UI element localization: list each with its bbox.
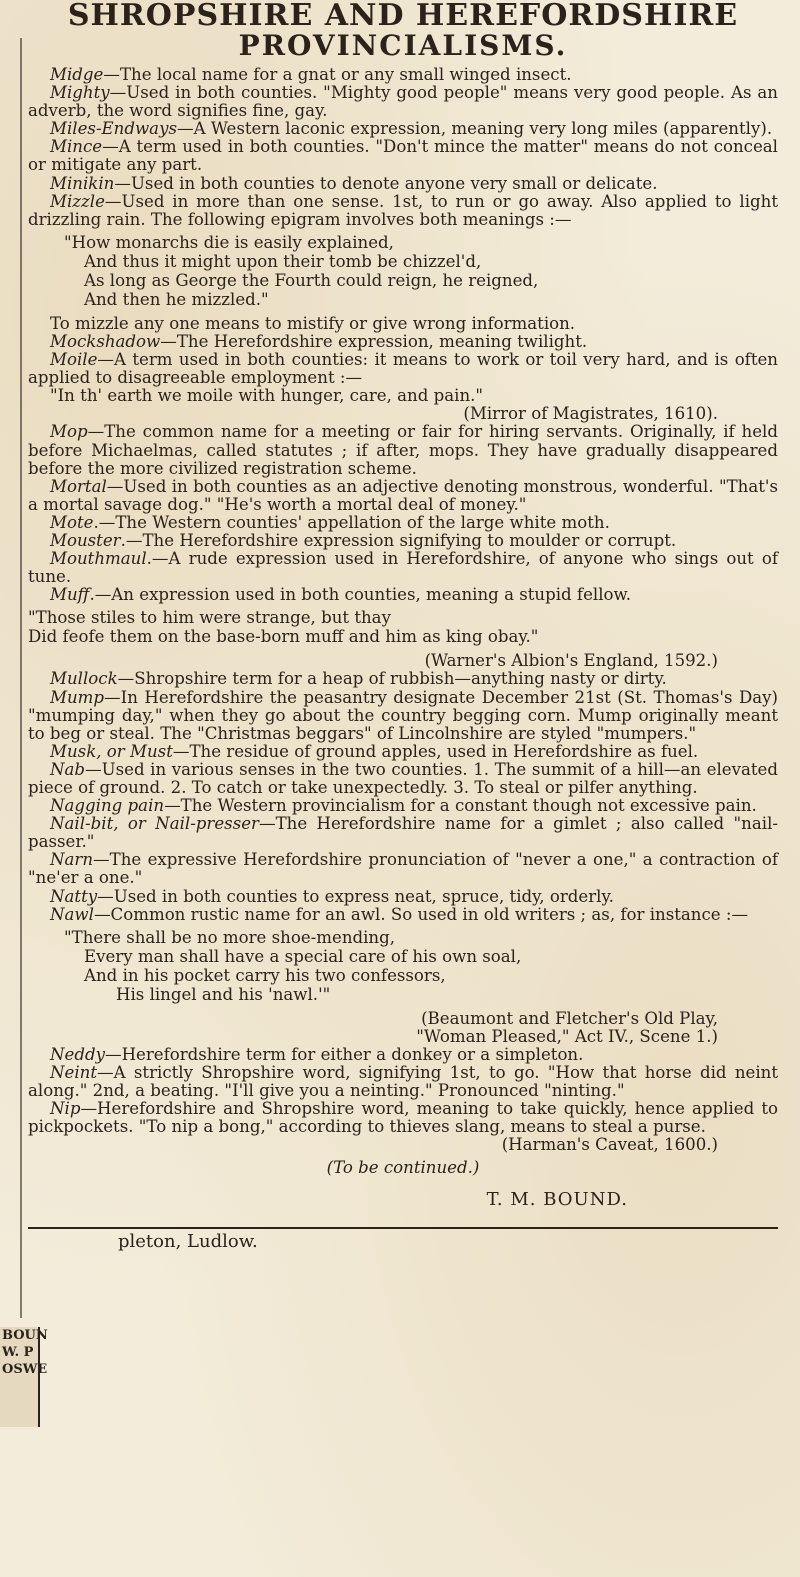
- glossary-entry: [28, 906, 778, 924]
- entry-term: Nagging pain: [50, 796, 165, 816]
- glossary-entry: [28, 586, 778, 604]
- entry-definition: —Used in both counties to denote anyone very small or delicate.: [114, 173, 658, 193]
- verse-line: As long as George the Fourth could reign, he reigned,: [84, 270, 539, 290]
- entry-term: Musk, or Must: [50, 741, 173, 761]
- entry-term: Mouthmaul: [50, 549, 147, 569]
- footer: [28, 1227, 778, 1251]
- entry-term: Mump: [50, 687, 105, 707]
- entry-term: Mince: [50, 137, 103, 157]
- entry-term: Mortal: [50, 476, 107, 496]
- entry-term: Mizzle: [50, 191, 105, 211]
- entry-definition: —Used in more than one sense. 1st, to run or go away. Also applied to light drizzling rain. The following epigram involves both meanings :—: [28, 191, 778, 229]
- entry-term: Natty: [50, 886, 98, 906]
- glossary-entry: [28, 315, 778, 333]
- entry-definition: —The Herefordshire name for a gimlet ; also called "nail-passer.": [28, 814, 778, 852]
- verse-block-3: [28, 928, 778, 1004]
- entries: [28, 66, 778, 1251]
- entry-term: Miles-Endways: [50, 119, 177, 139]
- entry-definition: —The expressive Herefordshire pronunciation of "never a one," a contraction of "ne'er a one.": [28, 850, 778, 888]
- entry-definition: —The Herefordshire expression, meaning twilight.: [160, 331, 588, 351]
- glossary-entry: [28, 423, 778, 477]
- entry-definition: .—A rude expression used in Herefordshire, of anyone who sings out of tune.: [28, 549, 778, 587]
- entry-term: Nail-bit, or Nail-presser: [50, 814, 259, 834]
- entry-term: Nab: [50, 759, 86, 779]
- quote-line: "In th' earth we moile with hunger, care, and pain.": [50, 386, 484, 406]
- entry-definition: —Common rustic name for an awl. So used in old writers ; as, for instance :—: [93, 904, 749, 924]
- entry-term: Neddy: [50, 1044, 105, 1064]
- entry-definition: .—The Herefordshire expression signifying to moulder or corrupt.: [120, 530, 677, 550]
- side-ad-line: OSWE: [2, 1362, 48, 1377]
- entry-definition: —The local name for a gnat or any small winged insect.: [103, 65, 572, 84]
- entry-definition: —Used in both counties. "Mighty good people" means very good people. As an adverb, the word signifies fine, gay.: [28, 83, 778, 121]
- entry-definition: —The residue of ground apples, used in Herefordshire as fuel.: [172, 741, 699, 761]
- entry-term: Mockshadow: [50, 331, 161, 351]
- entry-definition: —Used in both counties to express neat, spruce, tidy, orderly.: [97, 886, 614, 906]
- entry-definition: —A Western laconic expression, meaning very long miles (apparently).: [176, 119, 773, 139]
- entry-term: Mop: [50, 422, 88, 442]
- verse-line: "There shall be no more shoe-mending,: [64, 927, 396, 947]
- citation: (Harman's Caveat, 1600.): [501, 1135, 718, 1155]
- verse-line: "How monarchs die is easily explained,: [64, 232, 394, 252]
- glossary-entry: [28, 193, 778, 229]
- citation: "Woman Pleased," Act IV., Scene 1.): [416, 1026, 718, 1046]
- glossary-entry: [28, 175, 778, 193]
- glossary-entry: [28, 138, 778, 174]
- glossary-entry: [28, 1046, 778, 1064]
- glossary-entry: [28, 670, 778, 688]
- glossary-entry: [28, 689, 778, 743]
- entry-definition: —In Herefordshire the peasantry designate December 21st (St. Thomas's Day) "mumping day," when they go about the country begging corn. Mump originally meant to beg or steal. The "Christmas beggars" of Lincolnshire are styled "mumpers.": [28, 687, 778, 743]
- glossary-entry: [28, 815, 778, 851]
- entry-definition: —A term used in both counties. "Don't mince the matter" means do not conceal or mitigate any part.: [28, 137, 778, 175]
- glossary-entry: [28, 351, 778, 387]
- entry-term: Minikin: [50, 173, 115, 193]
- citation: (Beaumont and Fletcher's Old Play,: [421, 1008, 718, 1028]
- entry-definition: —Used in various senses in the two counties. 1. The summit of a hill—an elevated piece of ground. 2. To catch or take unexpectedly. 3. To steal or pilfer anything.: [28, 759, 778, 797]
- entry-term: Mullock: [50, 669, 118, 689]
- entry-term: Neint: [50, 1063, 98, 1083]
- verse-line: Every man shall have a special care of his own soal,: [84, 946, 522, 966]
- glossary-entry: [28, 1064, 778, 1100]
- entry-definition: —Herefordshire term for either a donkey or a simpleton.: [104, 1044, 584, 1064]
- entry-term: Mighty: [50, 83, 110, 103]
- glossary-entry: [28, 66, 778, 84]
- verse-line: "Those stiles to him were strange, but thay: [28, 608, 391, 628]
- entry-term: Mouster: [50, 530, 121, 550]
- glossary-entry: [28, 888, 778, 906]
- verse-line: And in his pocket carry his two confessors,: [84, 965, 446, 985]
- citation: (Warner's Albion's England, 1592.): [424, 651, 718, 671]
- entry-term: Midge: [50, 65, 104, 84]
- glossary-entry: [28, 84, 778, 120]
- entry-definition: To mizzle any one means to mistify or give wrong information.: [50, 313, 576, 333]
- entry-term: Narn: [50, 850, 94, 870]
- entry-term: Nawl: [50, 904, 94, 924]
- verse-line: And thus it might upon their tomb be chizzel'd,: [84, 251, 482, 271]
- glossary-entry: [28, 797, 778, 815]
- continued-note: (To be continued.): [326, 1157, 480, 1177]
- verse-block-2: [28, 608, 778, 646]
- citation: (Mirror of Magistrates, 1610).: [463, 404, 718, 424]
- footer-imprint: pleton, Ludlow.: [118, 1231, 258, 1253]
- verse-line: His lingel and his 'nawl.'": [116, 984, 331, 1004]
- entry-definition: —The common name for a meeting or fair for hiring servants. Originally, if held before Michaelmas, called statutes ; if after, mops. They have gradually disappeared before the more civilized registration scheme.: [28, 422, 778, 478]
- verse-line: And then he mizzled.": [84, 289, 269, 309]
- entry-term: Nip: [50, 1099, 81, 1119]
- glossary-entry: [28, 550, 778, 586]
- glossary-entry: [28, 761, 778, 797]
- header-subtitle: PROVINCIALISMS.: [238, 29, 568, 62]
- glossary-entry: [28, 120, 778, 138]
- entry-definition: .—The Western counties' appellation of the large white moth.: [93, 512, 610, 532]
- entry-definition: —The Western provincialism for a constant though not excessive pain.: [164, 796, 757, 816]
- side-ad-line: BOUN: [2, 1328, 48, 1343]
- entry-term: Moile: [50, 350, 98, 370]
- header-title: SHROPSHIRE AND HEREFORDSHIRE: [67, 0, 739, 33]
- entry-definition: —A strictly Shropshire word, signifying 1st, to go. "How that horse did neint along." 2nd, a beating. "I'll give you a neinting." Pronounced "ninting.": [28, 1063, 778, 1101]
- entry-definition: —Herefordshire and Shropshire word, meaning to take quickly, hence applied to pickpockets. "To nip a bong," according to thieves slang, means to steal a purse.: [28, 1099, 778, 1137]
- glossary-entry: [28, 532, 778, 550]
- glossary-entry: [28, 851, 778, 887]
- verse-line: Did feofe them on the base-born muff and him as king obay.": [28, 627, 539, 647]
- glossary-entry: [28, 478, 778, 514]
- entry-definition: —A term used in both counties: it means to work or toil very hard, and is often applied to disagreeable employment :—: [28, 350, 778, 388]
- verse-block-1: [28, 233, 778, 309]
- author-signature: T. M. BOUND.: [486, 1189, 628, 1211]
- header: [28, 0, 778, 60]
- glossary-entry: [28, 333, 778, 351]
- glossary-entry: [28, 1100, 778, 1136]
- entry-term: Mote: [50, 512, 94, 532]
- glossary-entry: [28, 743, 778, 761]
- side-advertisement: [0, 1327, 48, 1427]
- entry-definition: —Shropshire term for a heap of rubbish—anything nasty or dirty.: [117, 669, 667, 689]
- glossary-entry: [28, 514, 778, 532]
- entry-definition: .—An expression used in both counties, meaning a stupid fellow.: [89, 585, 632, 605]
- entry-term: Muff: [50, 585, 90, 605]
- side-ad-line: W. P: [2, 1345, 34, 1360]
- entry-definition: —Used in both counties as an adjective denoting monstrous, wonderful. "That's a mortal savage dog." "He's worth a mortal deal of money.": [28, 476, 778, 514]
